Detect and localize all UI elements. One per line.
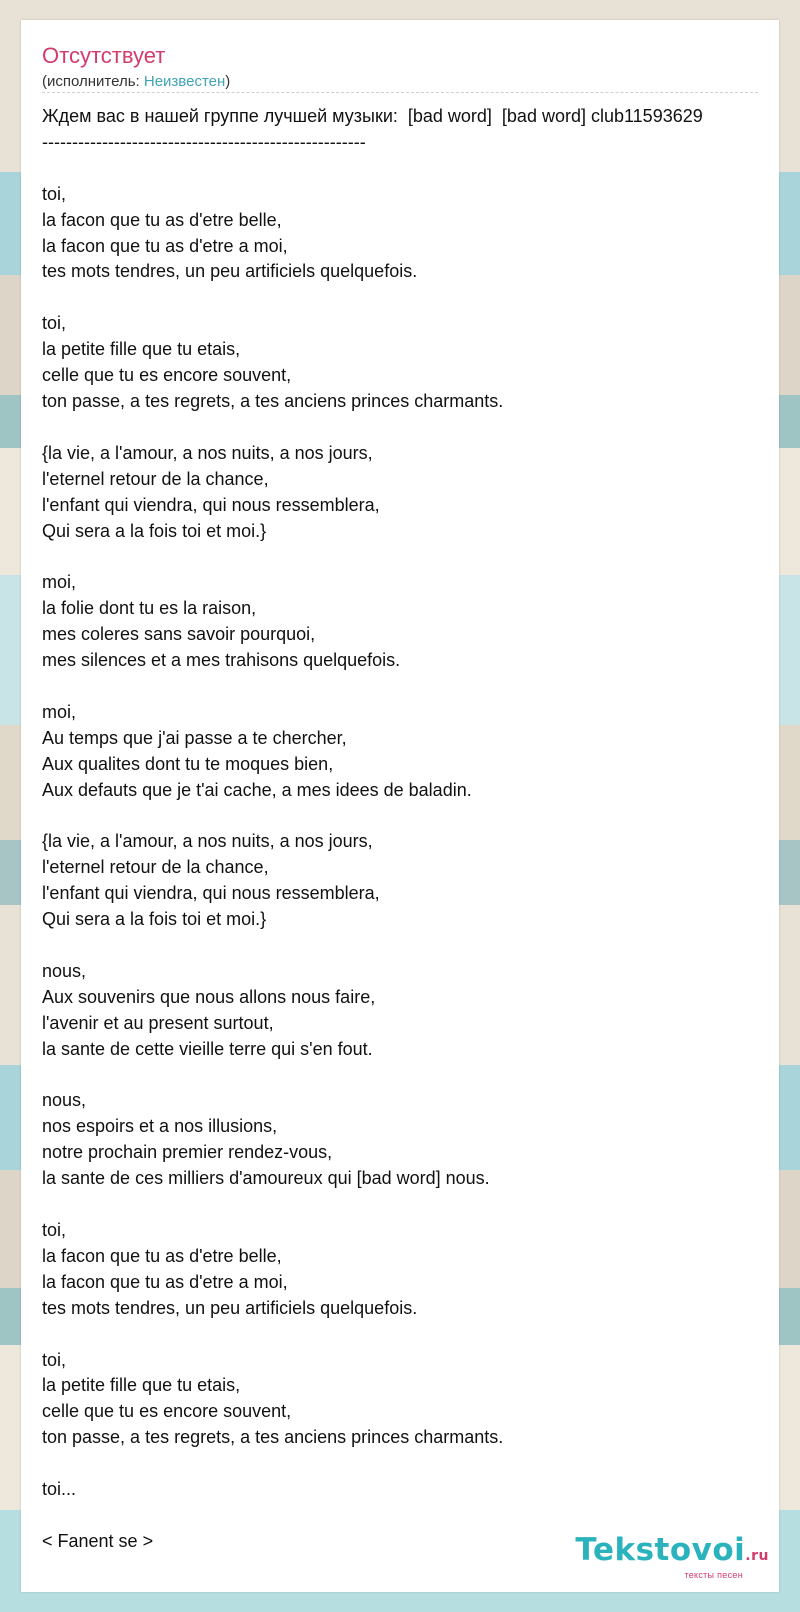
artist-suffix: )	[225, 73, 231, 90]
logo-name: Tekstovoi	[575, 1532, 746, 1568]
lyrics-card	[21, 20, 779, 1592]
artist-label: (исполнитель:	[42, 73, 144, 90]
lyrics-text: Ждем вас в нашей группе лучшей музыки: [bad word] [bad word] club11593629 ------------------------------------------------------ toi, la facon que tu as d'etre belle, la facon que tu as d'etre a moi, tes mots tendres, un peu artificiels quelquefois. toi, la petite fille que tu etais, celle que tu es encore souvent, ton passe, a tes regrets, a tes anciens princes charmants. {la vie, a l'amour, a nos nuits, a nos jours, l'eternel retour de la chance, l'enfant qui viendra, qui nous ressemblera, Qui sera a la fois toi et moi.} moi, la folie dont tu es la raison, mes coleres sans savoir pourquoi, mes silences et a mes trahisons quelquefois. moi, Au temps que j'ai passe a te chercher, Aux qualites dont tu te moques bien, Aux defauts que je t'ai cache, a mes idees de baladin. {la vie, a l'amour, a nos nuits, a nos jours, l'eternel retour de la chance, l'enfant qui viendra, qui nous ressemblera, Qui sera a la fois toi et moi.} nous, Aux souvenirs que nous allons nous faire, l'avenir et au present surtout, la sante de cette vieille terre qui s'en fout. nous, nos espoirs et a nos illusions, notre prochain premier rendez-vous, la sante de ces milliers d'amoureux qui [bad word] nous. toi, la facon que tu as d'etre belle, la facon que tu as d'etre a moi, tes mots tendres, un peu artificiels quelquefois. toi, la petite fille que tu etais, celle que tu es encore souvent, ton passe, a tes regrets, a tes anciens princes charmants. toi... < Fanent se >	[42, 106, 703, 1551]
artist-line	[42, 73, 230, 90]
title-divider	[42, 92, 758, 93]
logo-tagline: тексты песен	[684, 1570, 743, 1580]
artist-link[interactable]: Неизвестен	[143, 73, 226, 90]
logo-tld: .ru	[745, 1548, 769, 1564]
site-logo[interactable]	[575, 1534, 769, 1580]
song-title: Отсутствует	[42, 43, 166, 68]
